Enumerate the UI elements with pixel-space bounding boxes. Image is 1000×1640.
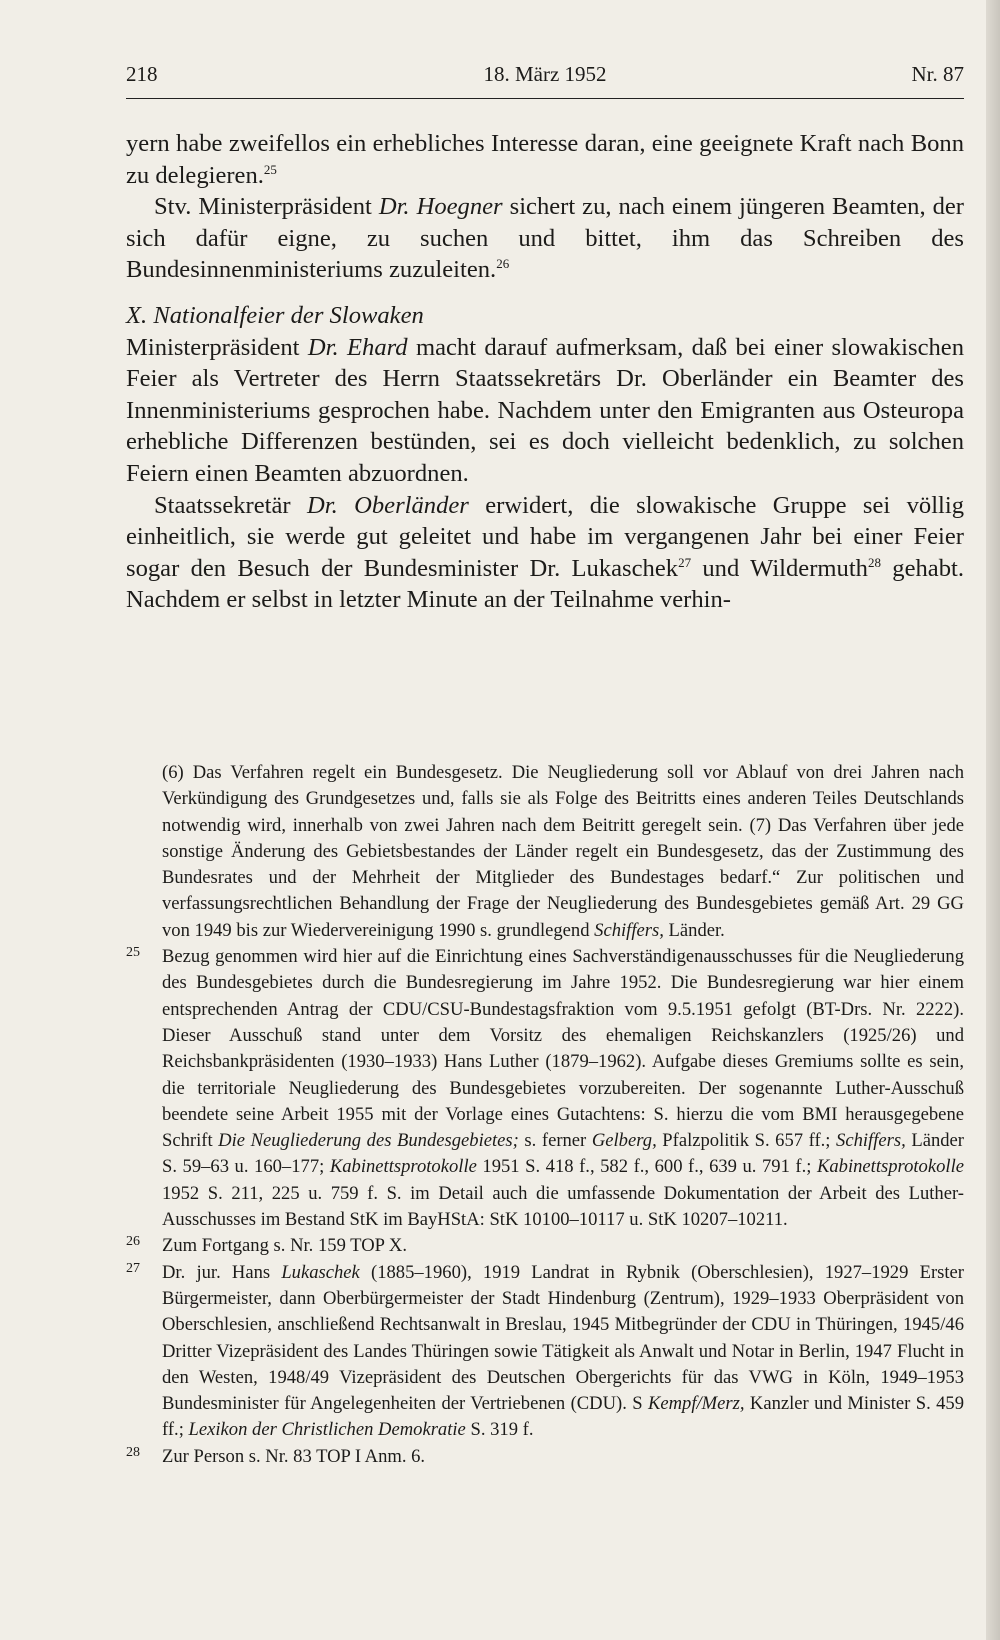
footnote-ref-28: 28 [867,554,881,570]
footnotes [126,760,964,1470]
paragraph-ehard: Ministerpräsident Dr. Ehard macht darauf aufmerksam, daß bei einer slowakischen Feier als Vertreter des Herrn Staatssekretärs Dr. Oberländer ein Beamter des Innenministeriums gesprochen habe. Nachdem unter den Emigranten aus Osteuropa erhebliche Differenzen bestünden, sei es doch vielleicht bedenklich, zu solchen Feiern einen Beamten abzuordnen. [126,333,965,487]
speaker-name: Oberländer [354,491,469,519]
footnote-28: 28 Zur Person s. Nr. 83 TOP I Anm. 6. [162,1444,964,1470]
paragraph-hoegner: Stv. Ministerpräsident Dr. Hoegner sichert zu, nach einem jüngeren Beamten, der sich dafür eigne, zu suchen und bittet, ihm das Schreiben des Bundesinnenministeriums zuzuleiten.$^{26}$ [126,193,964,284]
footnote-26: 26 Zum Fortgang s. Nr. 159 TOP X. [162,1233,964,1259]
footnote-25: 25 Bezug genommen wird hier auf die Einrichtung eines Sachverständigenausschusses für die Neugliederung des Bundesgebietes durch die Bundesregierung im Jahre 1952. Die Bundesregierung war hier einem entsprechenden Antrag der CDU/CSU-Bundestagsfraktion vom 9.5.1951 gefolgt (BT-Drs. Nr. 2222). Dieser Ausschuß stand unter dem Vorsitz des ehemaligen Reichskanzlers (1925/26) und Reichsbankpräsidenten (1930–1933) Hans Luther (1879–1962). Aufgabe dieses Gremiums sollte es sein, die territoriale Neugliederung des Bundesgebietes vorzubereiten. Der sogenannte Luther-Ausschuß beendete seine Arbeit 1955 mit der Vorlage eines Gutachtens: S. hierzu die vom BMI herausgegebene Schrift Die Neugliederung des Bundesgebietes; s. ferner Gelberg, Pfalzpolitik S. 657 ff.; Schiffers, Länder S. 59–63 u. 160–177; Kabinettsprotokolle 1951 S. 418 f., 582 f., 600 f., 639 u. 791 f.; Kabinettsprotokolle 1952 S. 211, 225 u. 759 f. S. im Detail auch die umfassende Dokumentation der Arbeit des Luther-Ausschusses im Bestand StK im BayHStA: StK 10100–10117 u. StK 10207–10211. [162,944,964,1233]
header-issue-number: Nr. 87 [911,62,964,86]
footnote-continuation: (6) Das Verfahren regelt ein Bundesgesetz. Die Neugliederung soll vor Ablauf von drei Jahren nach Verkündigung des Grundgesetzes und, falls sie als Folge des Beitritts eines anderen Teiles Deutschlands notwendig wird, innerhalb von zwei Jahren nach dem Beitritt geregelt sein. (7) Das Verfahren über jede sonstige Änderung des Gebietsbestandes der Länder regelt ein Bundesgesetz, das der Zustimmung des Bundesrates und der Mehrheit der Mitglieder des Bundestages bedarf.“ Zur politischen und verfassungsrechtlichen Behandlung der Frage der Neugliederung des Bundesgebietes gemäß Art. 29 GG von 1949 bis zur Wiedervereinigung 1990 s. grundlegend Schiffers, Länder. [162,762,964,941]
footnote-ref-27: 27 [678,554,692,570]
footnote-27: 27 Dr. jur. Hans Lukaschek (1885–1960), 1919 Landrat in Rybnik (Oberschlesien), 1927–1929 Erster Bürgermeister, dann Oberbürgermeister der Stadt Hindenburg (Zentrum), 1929–1933 Oberpräsident von Oberschlesien, anschließend Rechtsanwalt in Breslau, 1945 Mitbegründer der CDU in Thüringen, 1945/46 Dritter Vizepräsident des Landes Thüringen sowie Tätigkeit als Anwalt und Notar in Berlin, 1947 Flucht in den Westen, 1948/49 Vizepräsident des Deutschen Obergerichts für das VWG in Köln, 1949–1953 Bundesminister für Angelegenheiten der Vertriebenen (CDU). S Kempf/Merz, Kanzler und Minister S. 459 ff.; Lexikon der Christlichen Demokratie S. 319 f. [162,1260,964,1444]
speaker-name: Ehard [347,333,408,361]
footnote-number: 26 [126,1234,140,1250]
header-date: 18. März 1952 [483,62,607,86]
footnote-ref-25: 25 [263,161,277,177]
footnote-number: 28 [126,1444,140,1460]
section-heading: X. Nationalfeier der Slowaken [126,301,424,329]
footnote-number: 25 [126,945,140,961]
page-number: 218 [126,62,158,86]
running-header [126,62,964,96]
footnote-number: 27 [126,1260,140,1276]
header-rule [126,98,964,99]
paragraph-oberlaender: Staatssekretär Dr. Oberländer erwidert, die slowakische Gruppe sei völlig einheitlich, sie werde gut geleitet und habe im vergangenen Jahr bei einer Feier sogar den Besuch der Bundesminister Dr. Lukaschek$^{27}$ und Wildermuth$^{28}$ gehabt. Nachdem er selbst in letzter Minute an der Teilnahme verhin- [126,491,964,614]
page-edge-shadow [986,0,1000,1640]
paragraph-continuation: yern habe zweifellos ein erhebliches Interesse daran, eine geeignete Kraft nach Bonn zu delegieren.$^{25}$ [126,130,964,189]
speaker-name: Hoegner [416,193,503,221]
footnote-ref-26: 26 [496,256,510,272]
main-text [126,128,964,616]
